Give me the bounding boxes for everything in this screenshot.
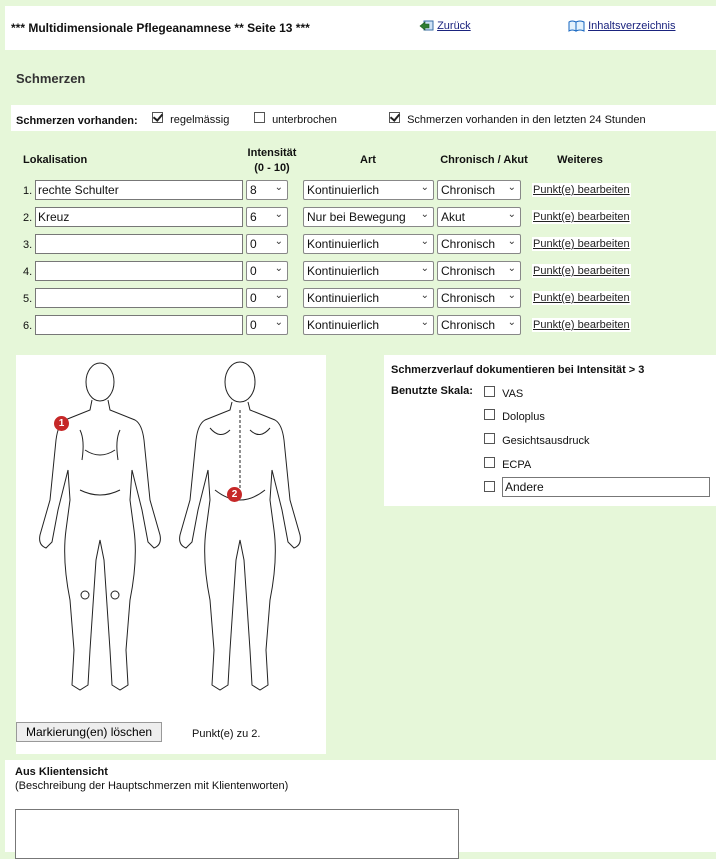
intensity-select[interactable] bbox=[246, 261, 288, 281]
scale-option-other[interactable] bbox=[484, 481, 495, 495]
type-select[interactable] bbox=[303, 234, 434, 254]
scale-option-vas-label: VAS bbox=[502, 388, 524, 400]
row-number: 1. bbox=[23, 185, 33, 197]
edit-points-link[interactable]: Punkt(e) bearbeiten bbox=[533, 211, 630, 223]
pain-option-regular[interactable] bbox=[152, 112, 229, 126]
intensity-value: 0 bbox=[250, 291, 257, 305]
pain-option-regular-label: regelmässig bbox=[170, 114, 230, 126]
checkbox-face[interactable] bbox=[484, 433, 495, 444]
chronic-value: Chronisch bbox=[441, 291, 496, 305]
chevron-down-icon: ⌄ bbox=[507, 209, 516, 220]
header-intensity: Intensität bbox=[247, 147, 297, 159]
back-arrow-icon bbox=[419, 20, 434, 32]
header-intensity-range: (0 - 10) bbox=[254, 162, 290, 174]
header-more: Weiteres bbox=[557, 154, 603, 166]
pain-marker-1[interactable]: 1 bbox=[54, 416, 69, 431]
chevron-down-icon: ⌄ bbox=[274, 263, 283, 274]
client-view-title: Aus Klientensicht bbox=[15, 766, 108, 778]
chevron-down-icon: ⌄ bbox=[274, 317, 283, 328]
chevron-down-icon: ⌄ bbox=[507, 182, 516, 193]
scale-option-face[interactable] bbox=[484, 433, 590, 447]
checkbox-regular[interactable] bbox=[152, 112, 163, 123]
row-number: 4. bbox=[23, 266, 33, 278]
checkbox-vas[interactable] bbox=[484, 386, 495, 397]
location-input[interactable] bbox=[35, 261, 243, 281]
client-view-subtitle: (Beschreibung der Hauptschmerzen mit Klientenworten) bbox=[15, 780, 289, 792]
type-value: Kontinuierlich bbox=[307, 237, 380, 251]
scale-option-ecpa-label: ECPA bbox=[502, 459, 532, 471]
points-info: Punkt(e) zu 2. bbox=[192, 728, 261, 740]
scale-option-vas[interactable] bbox=[484, 386, 523, 400]
edit-points-link[interactable]: Punkt(e) bearbeiten bbox=[533, 292, 630, 304]
chevron-down-icon: ⌄ bbox=[507, 317, 516, 328]
intensity-value: 6 bbox=[250, 210, 257, 224]
chevron-down-icon: ⌄ bbox=[420, 290, 429, 301]
chronic-value: Chronisch bbox=[441, 183, 496, 197]
pain-option-interrupted-label: unterbrochen bbox=[272, 114, 337, 126]
chevron-down-icon: ⌄ bbox=[274, 290, 283, 301]
chronic-select[interactable] bbox=[437, 315, 521, 335]
scale-option-doloplus[interactable] bbox=[484, 409, 545, 423]
checkbox-interrupted[interactable] bbox=[254, 112, 265, 123]
checkbox-ecpa[interactable] bbox=[484, 457, 495, 468]
location-input[interactable]: Kreuz bbox=[35, 207, 243, 227]
chevron-down-icon: ⌄ bbox=[274, 209, 283, 220]
scale-option-doloplus-label: Doloplus bbox=[502, 411, 545, 423]
location-input[interactable]: rechte Schulter bbox=[35, 180, 243, 200]
intensity-value: 0 bbox=[250, 318, 257, 332]
checkbox-24h[interactable] bbox=[389, 112, 400, 123]
type-value: Kontinuierlich bbox=[307, 183, 380, 197]
chronic-value: Chronisch bbox=[441, 237, 496, 251]
type-value: Kontinuierlich bbox=[307, 291, 380, 305]
edit-points-link[interactable]: Punkt(e) bearbeiten bbox=[533, 184, 630, 196]
chevron-down-icon: ⌄ bbox=[420, 236, 429, 247]
row-number: 3. bbox=[23, 239, 33, 251]
chevron-down-icon: ⌄ bbox=[420, 263, 429, 274]
edit-points-link[interactable]: Punkt(e) bearbeiten bbox=[533, 319, 630, 331]
checkbox-doloplus[interactable] bbox=[484, 409, 495, 420]
chevron-down-icon: ⌄ bbox=[420, 209, 429, 220]
book-icon bbox=[568, 20, 585, 32]
chevron-down-icon: ⌄ bbox=[274, 236, 283, 247]
type-value: Kontinuierlich bbox=[307, 264, 380, 278]
type-select[interactable] bbox=[303, 288, 434, 308]
intensity-select[interactable] bbox=[246, 234, 288, 254]
edit-points-link[interactable]: Punkt(e) bearbeiten bbox=[533, 238, 630, 250]
location-input[interactable] bbox=[35, 288, 243, 308]
header-type: Art bbox=[360, 154, 376, 166]
page-title: *** Multidimensionale Pflegeanamnese ** Seite 13 *** bbox=[11, 21, 310, 35]
intensity-select[interactable] bbox=[246, 207, 288, 227]
chevron-down-icon: ⌄ bbox=[507, 290, 516, 301]
toc-link[interactable] bbox=[568, 20, 676, 32]
chronic-select[interactable] bbox=[437, 261, 521, 281]
location-input[interactable] bbox=[35, 234, 243, 254]
pain-option-24h-label: Schmerzen vorhanden in den letzten 24 Stunden bbox=[407, 114, 646, 126]
row-number: 2. bbox=[23, 212, 33, 224]
type-select[interactable] bbox=[303, 180, 434, 200]
chronic-value: Chronisch bbox=[441, 318, 496, 332]
type-select[interactable] bbox=[303, 261, 434, 281]
back-link-label[interactable]: Zurück bbox=[437, 20, 471, 32]
chronic-value: Chronisch bbox=[441, 264, 496, 278]
intensity-select[interactable] bbox=[246, 180, 288, 200]
body-map-figure[interactable] bbox=[30, 360, 320, 700]
section-title: Schmerzen bbox=[16, 71, 86, 86]
chevron-down-icon: ⌄ bbox=[274, 182, 283, 193]
chevron-down-icon: ⌄ bbox=[507, 263, 516, 274]
edit-points-link[interactable]: Punkt(e) bearbeiten bbox=[533, 265, 630, 277]
intensity-select[interactable] bbox=[246, 315, 288, 335]
pain-option-interrupted[interactable] bbox=[254, 112, 337, 126]
location-input[interactable] bbox=[35, 315, 243, 335]
type-value: Kontinuierlich bbox=[307, 318, 380, 332]
intensity-value: 0 bbox=[250, 264, 257, 278]
header-chronic: Chronisch / Akut bbox=[440, 154, 528, 166]
chronic-value: Akut bbox=[441, 210, 466, 224]
pain-option-24h[interactable] bbox=[389, 112, 646, 126]
toc-link-label[interactable]: Inhaltsverzeichnis bbox=[588, 20, 676, 32]
row-number: 5. bbox=[23, 293, 33, 305]
type-select[interactable] bbox=[303, 315, 434, 335]
chronic-select[interactable] bbox=[437, 234, 521, 254]
chronic-select[interactable] bbox=[437, 180, 521, 200]
header-location: Lokalisation bbox=[23, 154, 88, 166]
scale-option-ecpa[interactable] bbox=[484, 457, 531, 471]
clear-markers-button[interactable]: Markierung(en) löschen bbox=[16, 722, 162, 742]
other-scale-input[interactable]: Andere bbox=[502, 477, 710, 497]
checkbox-other[interactable] bbox=[484, 481, 495, 492]
type-value: Nur bei Bewegung bbox=[307, 210, 406, 224]
intensity-value: 0 bbox=[250, 237, 257, 251]
scale-option-face-label: Gesichtsausdruck bbox=[502, 435, 590, 447]
chronic-select[interactable] bbox=[437, 207, 521, 227]
intensity-select[interactable] bbox=[246, 288, 288, 308]
intensity-value: 8 bbox=[250, 183, 257, 197]
chevron-down-icon: ⌄ bbox=[507, 236, 516, 247]
row-number: 6. bbox=[23, 320, 33, 332]
chronic-select[interactable] bbox=[437, 288, 521, 308]
type-select[interactable] bbox=[303, 207, 434, 227]
pain-marker-2[interactable]: 2 bbox=[227, 487, 242, 502]
chevron-down-icon: ⌄ bbox=[420, 182, 429, 193]
scale-label: Benutzte Skala: bbox=[391, 385, 473, 397]
back-link[interactable] bbox=[419, 20, 471, 32]
scale-title: Schmerzverlauf dokumentieren bei Intensität > 3 bbox=[391, 364, 645, 376]
pain-present-label: Schmerzen vorhanden: bbox=[16, 115, 138, 127]
chevron-down-icon: ⌄ bbox=[420, 317, 429, 328]
